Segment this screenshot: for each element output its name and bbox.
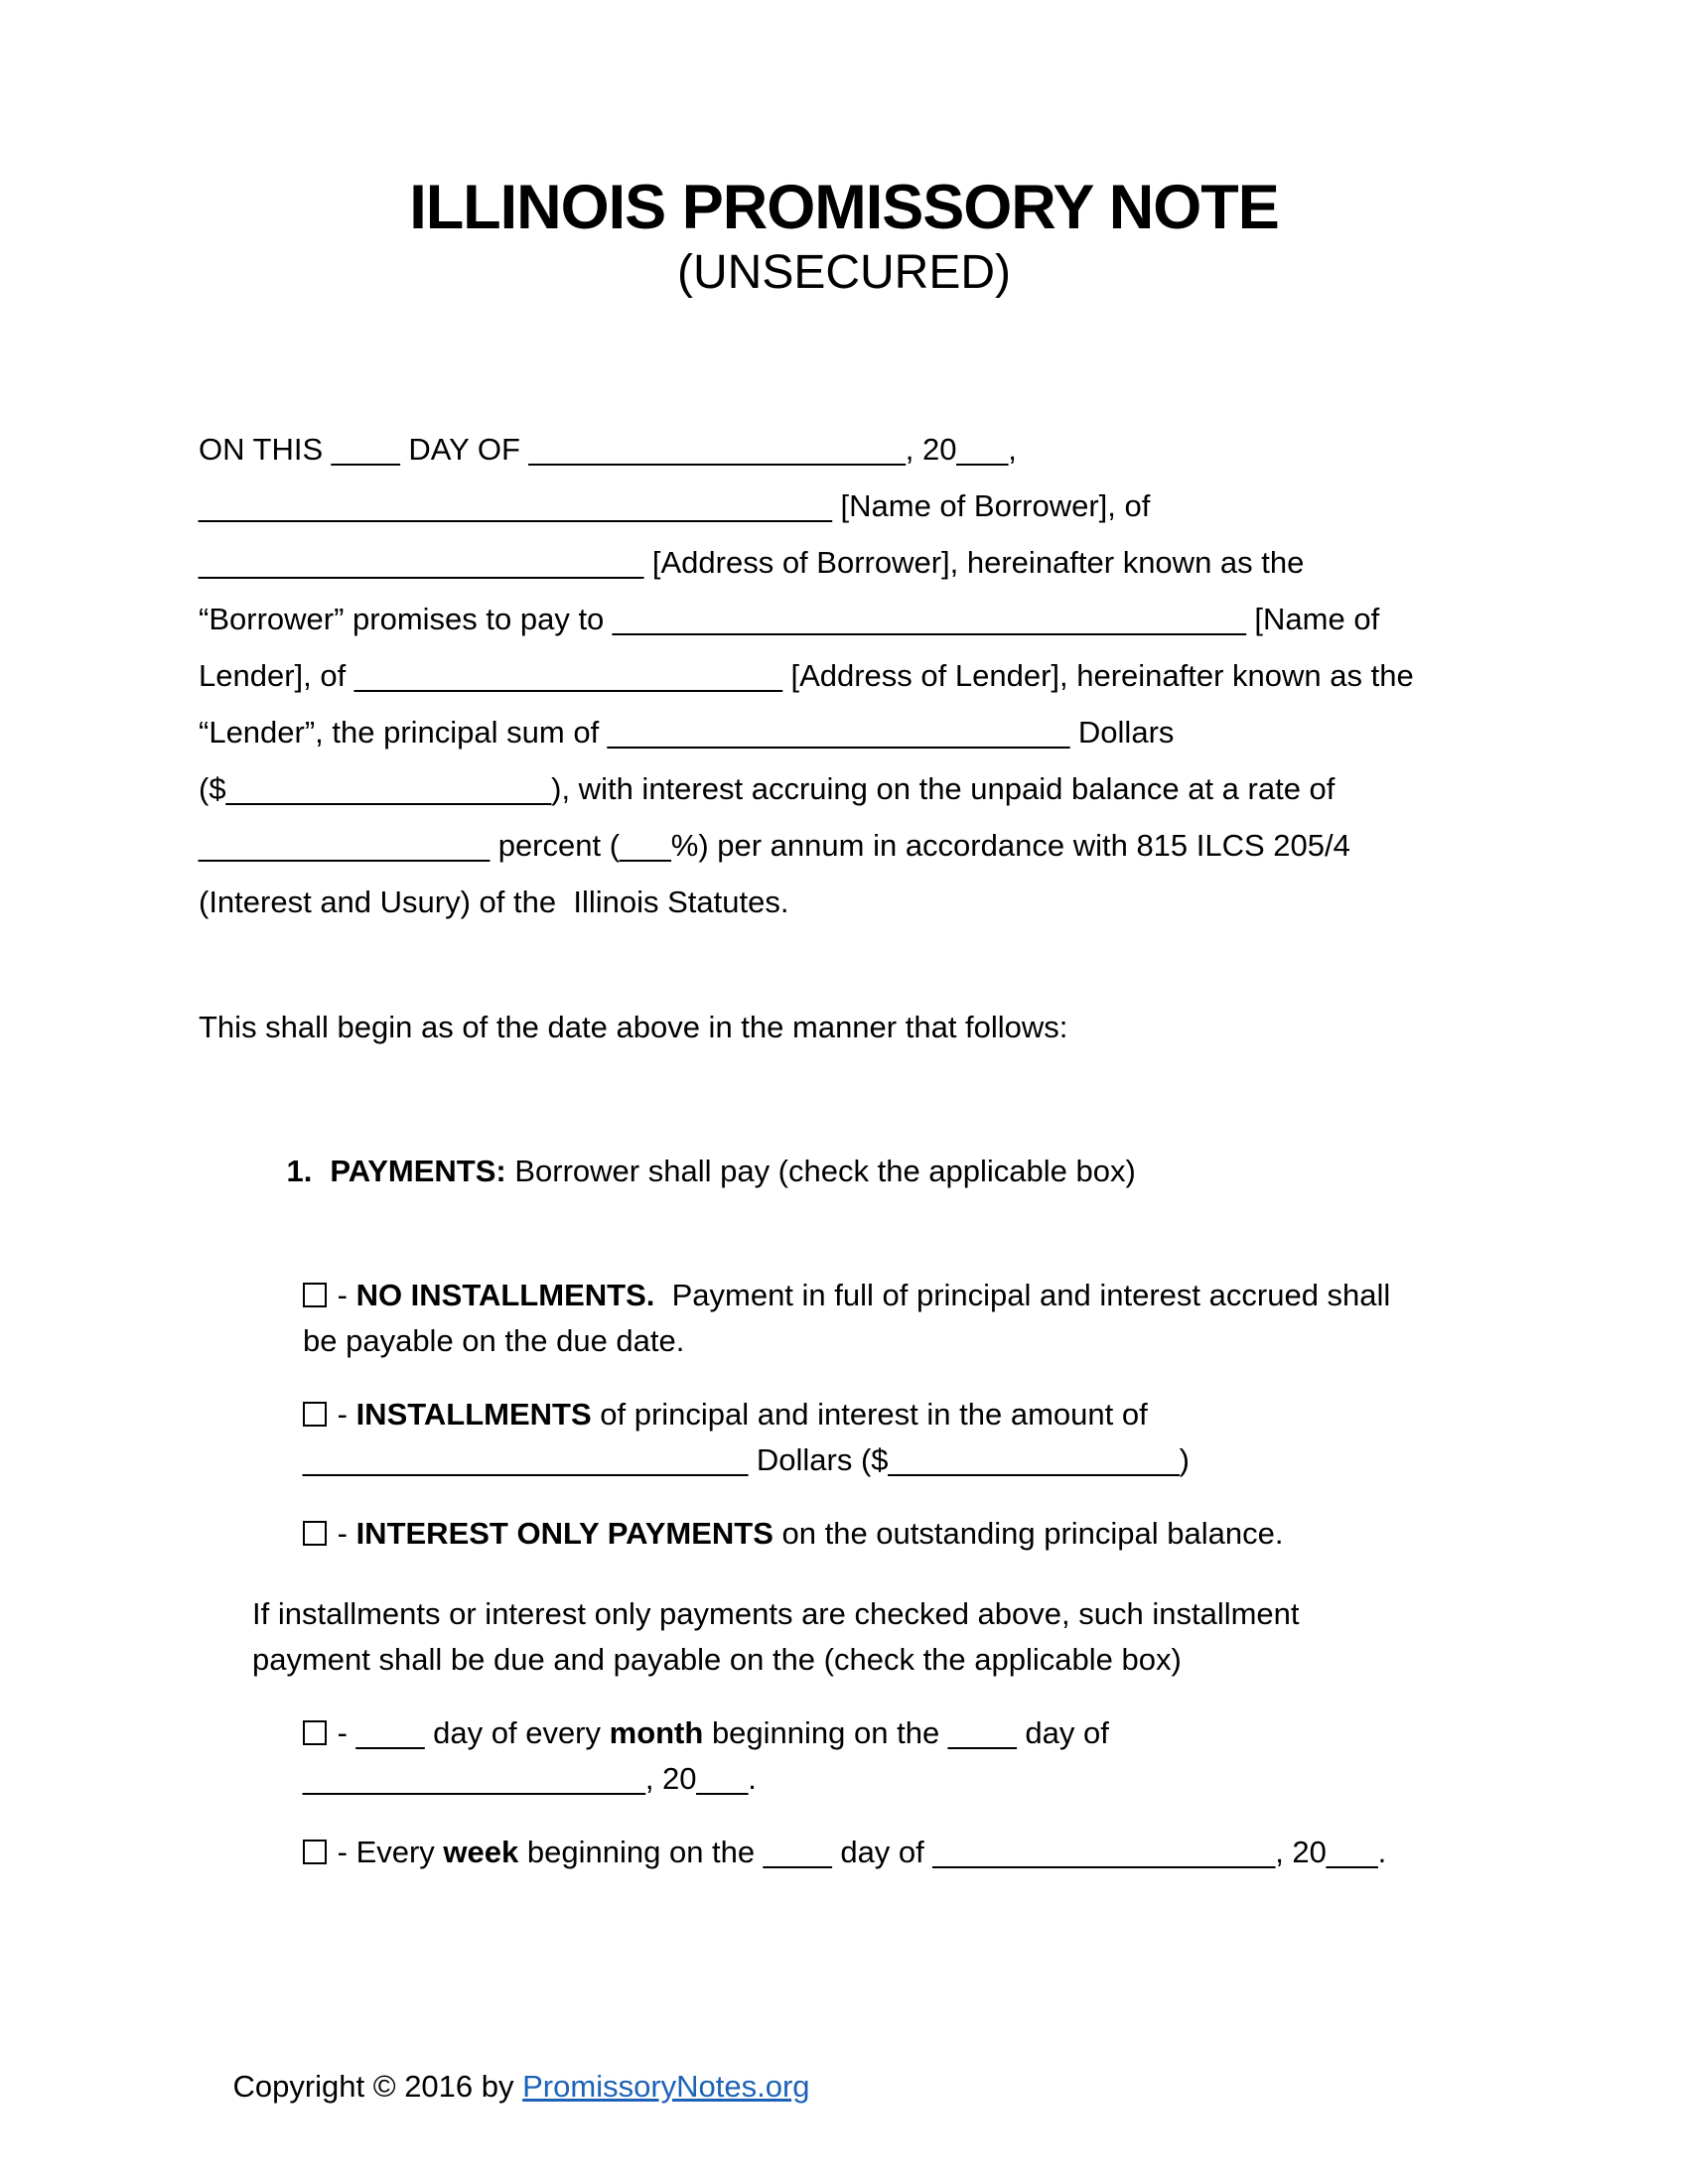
monthly-bold-word: month — [609, 1715, 704, 1750]
weekly-text-pre: Every — [355, 1835, 444, 1869]
intro-paragraph — [199, 421, 1489, 930]
intro-line-3: __________________________ [Address of Borrower], hereinafter known as the — [199, 545, 1305, 580]
weekly-text-post: beginning on the ____ day of ____________________, 20___. — [518, 1835, 1387, 1869]
conditional-line-1: If installments or interest only payments are checked above, such installment — [252, 1596, 1300, 1631]
installments-checkbox[interactable] — [303, 1402, 327, 1427]
list-number: 1. — [286, 1154, 313, 1188]
checkbox-separator: - — [329, 1715, 356, 1750]
interest-only-text: on the outstanding principal balance. — [773, 1516, 1284, 1551]
no-installments-checkbox[interactable] — [303, 1283, 327, 1307]
weekly-checkbox[interactable] — [303, 1840, 327, 1864]
conditional-line-2: payment shall be due and payable on the (check the applicable box) — [252, 1642, 1182, 1677]
monthly-date-blanks: ____________________, 20___. — [303, 1761, 757, 1796]
intro-line-4: “Borrower” promises to pay to _____________________________________ [Name of — [199, 602, 1380, 636]
weekly-bold-word: week — [443, 1835, 519, 1869]
monthly-text-pre: ____ day of every — [355, 1715, 610, 1750]
interest-only-checkbox[interactable] — [303, 1521, 327, 1546]
installments-text: of principal and interest in the amount of — [591, 1397, 1148, 1432]
monthly-checkbox[interactable] — [303, 1720, 327, 1745]
payments-heading-text: Borrower shall pay (check the applicable box) — [505, 1154, 1136, 1188]
intro-line-2: _____________________________________ [Name of Borrower], of — [199, 488, 1151, 523]
checkbox-separator: - — [329, 1397, 356, 1432]
option-line — [303, 1511, 1489, 1557]
option-line — [303, 1830, 1489, 1875]
installments-label: INSTALLMENTS — [355, 1397, 592, 1432]
intro-line-9: (Interest and Usury) of the Illinois Statutes. — [199, 885, 789, 919]
intro-line-5: Lender], of _________________________ [Address of Lender], hereinafter known as the — [199, 658, 1414, 693]
option-installments — [199, 1392, 1489, 1483]
copyright-text: Copyright © 2016 by — [232, 2069, 523, 2104]
intro-line-1: ON THIS ____ DAY OF ______________________, 20___, — [199, 432, 1017, 467]
document-title: ILLINOIS PROMISSORY NOTE — [409, 173, 1279, 242]
option-no-installments — [199, 1273, 1489, 1364]
option-interest-only — [199, 1511, 1489, 1557]
lead-in-text: This shall begin as of the date above in the manner that follows: — [199, 1010, 1068, 1044]
payments-heading — [252, 1104, 1489, 1238]
option-line — [303, 1392, 1489, 1437]
no-installments-label: NO INSTALLMENTS. — [355, 1278, 655, 1312]
checkbox-separator: - — [329, 1516, 356, 1551]
option-line — [303, 1710, 1489, 1756]
option-monthly-schedule — [199, 1710, 1489, 1802]
monthly-text-post: beginning on the ____ day of — [703, 1715, 1109, 1750]
payments-label: PAYMENTS: — [330, 1154, 506, 1188]
footer-link[interactable]: PromissoryNotes.org — [522, 2069, 810, 2104]
installments-amount-blanks: __________________________ Dollars ($_________________) — [303, 1442, 1190, 1477]
option-weekly-schedule — [199, 1830, 1489, 1875]
checkbox-separator: - — [329, 1835, 356, 1869]
footer — [199, 2019, 1489, 2153]
intro-line-7: ($___________________), with interest accruing on the unpaid balance at a rate of — [199, 771, 1336, 806]
document-subtitle: (UNSECURED) — [677, 246, 1011, 299]
no-installments-text: Payment in full of principal and interest accrued shall — [654, 1278, 1391, 1312]
intro-line-6: “Lender”, the principal sum of ___________________________ Dollars — [199, 715, 1175, 750]
interest-only-label: INTEREST ONLY PAYMENTS — [355, 1516, 774, 1551]
intro-line-8: _________________ percent (___%) per annum in accordance with 815 ILCS 205/4 — [199, 828, 1350, 863]
checkbox-separator: - — [329, 1278, 356, 1312]
no-installments-text-2: be payable on the due date. — [303, 1323, 685, 1358]
conditional-paragraph — [252, 1591, 1489, 1683]
option-line — [303, 1273, 1489, 1318]
